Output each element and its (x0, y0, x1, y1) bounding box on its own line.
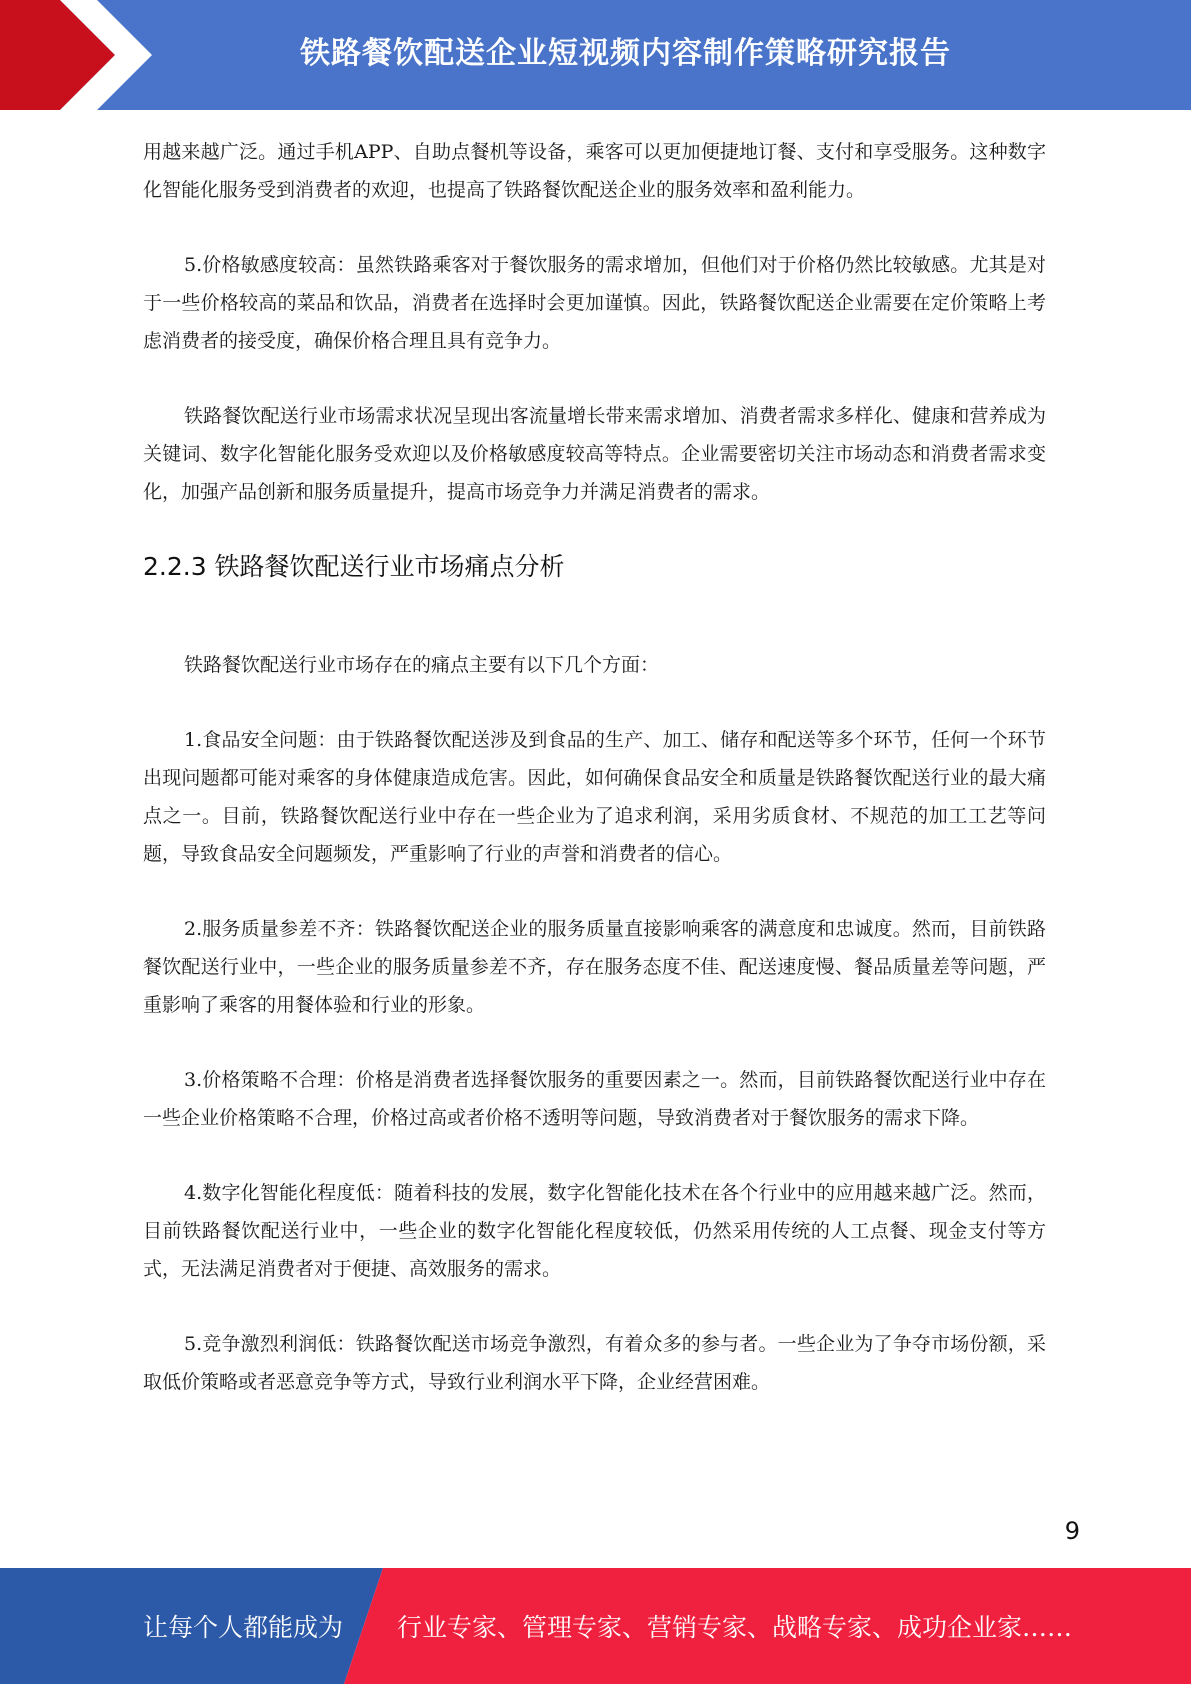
document-title: 铁路餐饮配送企业短视频内容制作策略研究报告 (300, 36, 951, 71)
footer-slogan-left: 让每个人都能成为 (143, 1613, 344, 1642)
paragraph: 铁路餐饮配送行业市场需求状况呈现出客流量增长带来需求增加、消费者需求多样化、健康和营养成为关键词、数字化智能化服务受欢迎以及价格敏感度较高等特点。企业需要密切关注市场动态和消费者需求变化，加强产品创新和服务质量提升，提高市场竞争力并满足消费者的需求。 (143, 405, 1046, 503)
page-number: 9 (1064, 1517, 1080, 1545)
paragraph: 2.服务质量参差不齐：铁路餐饮配送企业的服务质量直接影响乘客的满意度和忠诚度。然而，目前铁路餐饮配送行业中，一些企业的服务质量参差不齐，存在服务态度不佳、配送速度慢、餐品质量差等问题，严重影响了乘客的用餐体验和行业的形象。 (143, 918, 1046, 1016)
paragraph: 3.价格策略不合理：价格是消费者选择餐饮服务的重要因素之一。然而，目前铁路餐饮配送行业中存在一些企业价格策略不合理，价格过高或者价格不透明等问题，导致消费者对于餐饮服务的需求下降。 (143, 1069, 1046, 1129)
paragraph: 1.食品安全问题：由于铁路餐饮配送涉及到食品的生产、加工、储存和配送等多个环节，任何一个环节出现问题都可能对乘客的身体健康造成危害。因此，如何确保食品安全和质量是铁路餐饮配送行业的最大痛点之一。目前，铁路餐饮配送行业中存在一些企业为了追求利润，采用劣质食材、不规范的加工工艺等问题，导致食品安全问题频发，严重影响了行业的声誉和消费者的信心。 (143, 729, 1046, 865)
paragraph: 5.竞争激烈利润低：铁路餐饮配送市场竞争激烈，有着众多的参与者。一些企业为了争夺市场份额，采取低价策略或者恶意竞争等方式，导致行业利润水平下降，企业经营困难。 (143, 1333, 1046, 1393)
page-footer (0, 1568, 1191, 1684)
page-header (0, 0, 1191, 110)
paragraph: 5.价格敏感度较高：虽然铁路乘客对于餐饮服务的需求增加，但他们对于价格仍然比较敏感。尤其是对于一些价格较高的菜品和饮品，消费者在选择时会更加谨慎。因此，铁路餐饮配送企业需要在定价策略上考虑消费者的接受度，确保价格合理且具有竞争力。 (143, 254, 1046, 352)
footer-slogan-right: 行业专家、管理专家、营销专家、战略专家、成功企业家…… (397, 1613, 1073, 1642)
paragraph: 4.数字化智能化程度低：随着科技的发展，数字化智能化技术在各个行业中的应用越来越广泛。然而，目前铁路餐饮配送行业中，一些企业的数字化智能化程度较低，仍然采用传统的人工点餐、现金支付等方式，无法满足消费者对于便捷、高效服务的需求。 (143, 1182, 1046, 1280)
page-content (143, 133, 1046, 1401)
paragraph: 铁路餐饮配送行业市场存在的痛点主要有以下几个方面： (184, 654, 660, 676)
paragraph: 用越来越广泛。通过手机APP、自助点餐机等设备，乘客可以更加便捷地订餐、支付和享受服务。这种数字化智能化服务受到消费者的欢迎，也提高了铁路餐饮配送企业的服务效率和盈利能力。 (143, 141, 1046, 201)
section-heading: 2.2.3 铁路餐饮配送行业市场痛点分析 (143, 552, 565, 581)
